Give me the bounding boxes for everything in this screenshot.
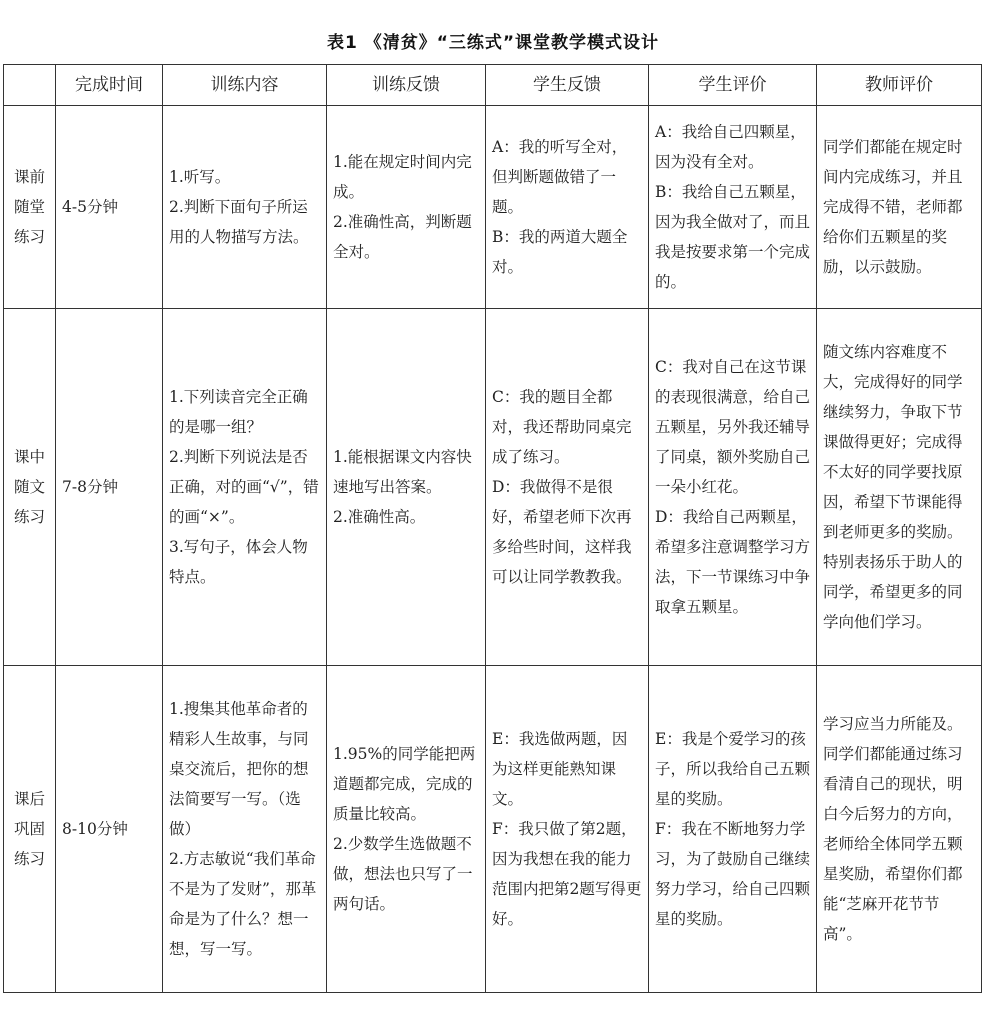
stage-line: 课中 [13,448,45,466]
time-cell: 4-5分钟 [56,106,163,309]
header-time: 完成时间 [56,65,163,106]
table-row [4,106,982,309]
feedback-item: 2.准确性高，判断题全对。 [333,213,472,261]
teacher-eval-item: 同学们都能在规定时间内完成练习，并且完成得不错，老师都给你们五颗星的奖励，以示鼓励。 [823,138,963,276]
stage-cell [4,106,56,309]
header-row [4,65,982,106]
student-feedback-item: E：我选做两题，因为这样更能熟知课文。 [492,730,628,808]
teacher-eval-cell [817,309,982,666]
student-feedback-cell [486,106,649,309]
content-cell [163,106,327,309]
table-row [4,666,982,993]
time-cell: 8-10分钟 [56,666,163,993]
content-cell [163,666,327,993]
teacher-eval-cell [817,106,982,309]
stage-line: 课后 [13,790,45,808]
student-eval-item: C：我对自己在这节课的表现很满意，给自己五颗星，另外我还辅导了同桌，额外奖励自己一朵小红花。 [655,358,811,496]
student-eval-item: B：我给自己五颗星，因为我全做对了，而且我是按要求第一个完成的。 [655,183,811,291]
student-eval-item: F：我在不断地努力学习，为了鼓励自己继续努力学习，给自己四颗星的奖励。 [655,820,811,928]
student-feedback-item: B：我的两道大题全对。 [492,228,628,276]
header-student-eval: 学生评价 [649,65,817,106]
student-eval-item: D：我给自己两颗星，希望多注意调整学习方法，下一节课练习中争取拿五颗星。 [655,508,811,616]
student-feedback-item: C：我的题目全都对，我还帮助同桌完成了练习。 [492,388,632,466]
table-row [4,309,982,666]
teacher-eval-item: 学习应当力所能及。同学们都能通过练习看清自己的现状，明白今后努力的方向，老师给全体同学五颗星奖励，希望你们都能“芝麻开花节节高”。 [823,715,963,943]
teacher-eval-item: 随文练内容难度不大，完成得好的同学继续努力，争取下节课做得更好；完成得不太好的同学要找原因，希望下节课能得到老师更多的奖励。特别表扬乐于助人的同学，希望更多的同学向他们学习。 [823,343,963,631]
time-cell: 7-8分钟 [56,309,163,666]
header-student-feedback: 学生反馈 [486,65,649,106]
feedback-item: 1.能根据课文内容快速地写出答案。 [333,448,472,496]
student-feedback-item: F：我只做了第2题，因为我想在我的能力范围内把第2题写得更好。 [492,820,642,928]
stage-cell [4,666,56,993]
stage-line: 随堂 [13,198,45,216]
stage-line: 练习 [13,228,45,246]
stage-line: 随文 [13,478,45,496]
feedback-cell [327,666,486,993]
content-item: 1.听写。 [169,168,231,186]
header-teacher-eval: 教师评价 [817,65,982,106]
header-feedback: 训练反馈 [327,65,486,106]
feedback-item: 1.95%的同学能把两道题都完成，完成的质量比较高。 [333,745,476,823]
stage-line: 课前 [13,168,45,186]
stage-line: 巩固 [13,820,45,838]
stage-cell [4,309,56,666]
student-eval-cell [649,106,817,309]
student-eval-cell [649,666,817,993]
content-item: 2.方志敏说“我们革命不是为了发财”，那革命是为了什么？想一想，写一写。 [169,850,317,958]
student-eval-item: A：我给自己四颗星，因为没有全对。 [655,123,806,171]
student-eval-cell [649,309,817,666]
teacher-eval-cell [817,666,982,993]
stage-line: 练习 [13,508,45,526]
content-item: 2.判断下列说法是否正确，对的画“√”，错的画“×”。 [169,448,319,526]
table-title: 表1 《清贫》“三练式”课堂教学模式设计 [326,33,660,53]
content-item: 1.下列读音完全正确的是哪一组？ [169,388,308,436]
feedback-item: 2.少数学生选做题不做，想法也只写了一两句话。 [333,835,473,913]
content-cell [163,309,327,666]
lesson-design-table [3,64,982,993]
content-item: 1.搜集其他革命者的精彩人生故事，与同桌交流后，把你的想法简要写一写。（选做） [169,700,309,838]
feedback-item: 2.准确性高。 [333,508,426,526]
feedback-cell [327,106,486,309]
student-feedback-item: D：我做得不是很好，希望老师下次再多给些时间，这样我可以让同学教教我。 [492,478,632,586]
content-item: 2.判断下面句子所运用的人物描写方法。 [169,198,309,246]
student-feedback-cell [486,309,649,666]
stage-line: 练习 [13,850,45,868]
student-eval-item: E：我是个爱学习的孩子，所以我给自己五颗星的奖励。 [655,730,811,808]
header-content: 训练内容 [163,65,327,106]
student-feedback-item: A：我的听写全对，但判断题做错了一题。 [492,138,628,216]
student-feedback-cell [486,666,649,993]
content-item: 3.写句子，体会人物特点。 [169,538,308,586]
header-corner [4,65,56,106]
feedback-cell [327,309,486,666]
feedback-item: 1.能在规定时间内完成。 [333,153,472,201]
